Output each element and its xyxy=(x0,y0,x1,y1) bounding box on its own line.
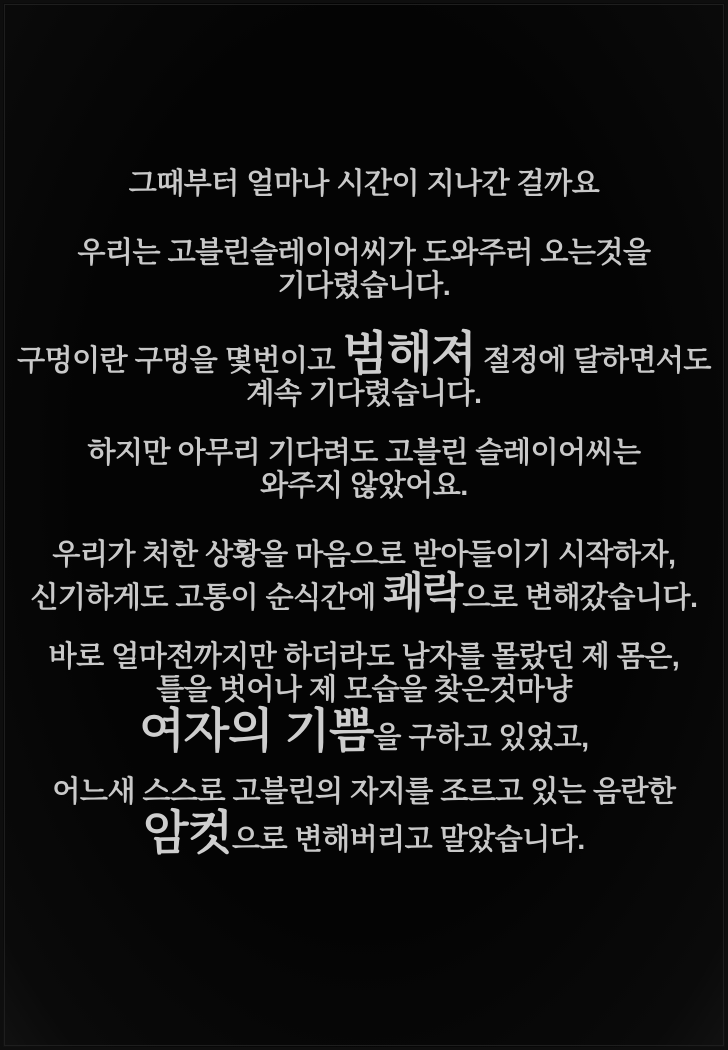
caption-line xyxy=(10,776,718,809)
caption-line xyxy=(10,704,718,757)
text-segment: 신기하게도 고통이 순식간에 xyxy=(30,582,384,614)
text-segment: 계속 기다렸습니다. xyxy=(246,378,482,410)
caption-line xyxy=(10,641,718,674)
caption-paragraph xyxy=(10,776,718,857)
text-segment: 와주지 않았어요. xyxy=(260,470,468,502)
text-segment: 틀을 벗어나 제 모습을 찾은것마냥 xyxy=(156,674,572,706)
caption-line xyxy=(10,378,718,411)
caption-paragraph xyxy=(10,641,718,755)
caption-line xyxy=(10,539,718,572)
emphasized-text: 암컷 xyxy=(143,806,232,859)
text-segment: 우리는 고블린슬레이어씨가 도와주러 오는것을 xyxy=(77,237,651,269)
caption-paragraph xyxy=(10,168,718,201)
emphasized-text: 여자의 기쁨 xyxy=(139,704,374,757)
caption-line xyxy=(10,270,718,303)
text-segment: 어느새 스스로 고블린의 자지를 조르고 있는 음란한 xyxy=(52,776,676,808)
caption-line xyxy=(10,437,718,470)
text-segment: 절정에 달하면서도 xyxy=(475,345,711,377)
text-segment: 을 구하고 있었고, xyxy=(373,722,589,754)
text-segment: 그때부터 얼마나 시간이 지나간 걸까요 xyxy=(128,168,600,200)
caption-paragraph xyxy=(10,237,718,303)
emphasized-text: 범해져 xyxy=(342,327,476,380)
caption-line xyxy=(10,237,718,270)
emphasized-text: 쾌락 xyxy=(383,569,463,616)
caption-paragraph xyxy=(10,539,718,615)
caption-paragraph xyxy=(10,437,718,503)
text-segment: 바로 얼마전까지만 하더라도 남자를 몰랐던 제 몸은, xyxy=(48,641,680,673)
text-segment: 하지만 아무리 기다려도 고블린 슬레이어씨는 xyxy=(87,437,641,469)
caption-line xyxy=(10,327,718,380)
caption-paragraph xyxy=(10,327,718,411)
text-segment: 우리가 처한 상황을 마음으로 받아들이기 시작하자, xyxy=(52,539,676,571)
caption-line xyxy=(10,569,718,616)
text-segment: 으로 변해버리고 말았습니다. xyxy=(231,824,585,856)
text-segment: 구멍이란 구멍을 몇번이고 xyxy=(17,345,343,377)
caption-line xyxy=(10,470,718,503)
text-segment: 기다렸습니다. xyxy=(277,270,451,302)
text-segment: 으로 변해갔습니다. xyxy=(462,582,698,614)
caption-line xyxy=(10,168,718,201)
caption-line xyxy=(10,806,718,859)
caption-line xyxy=(10,674,718,707)
